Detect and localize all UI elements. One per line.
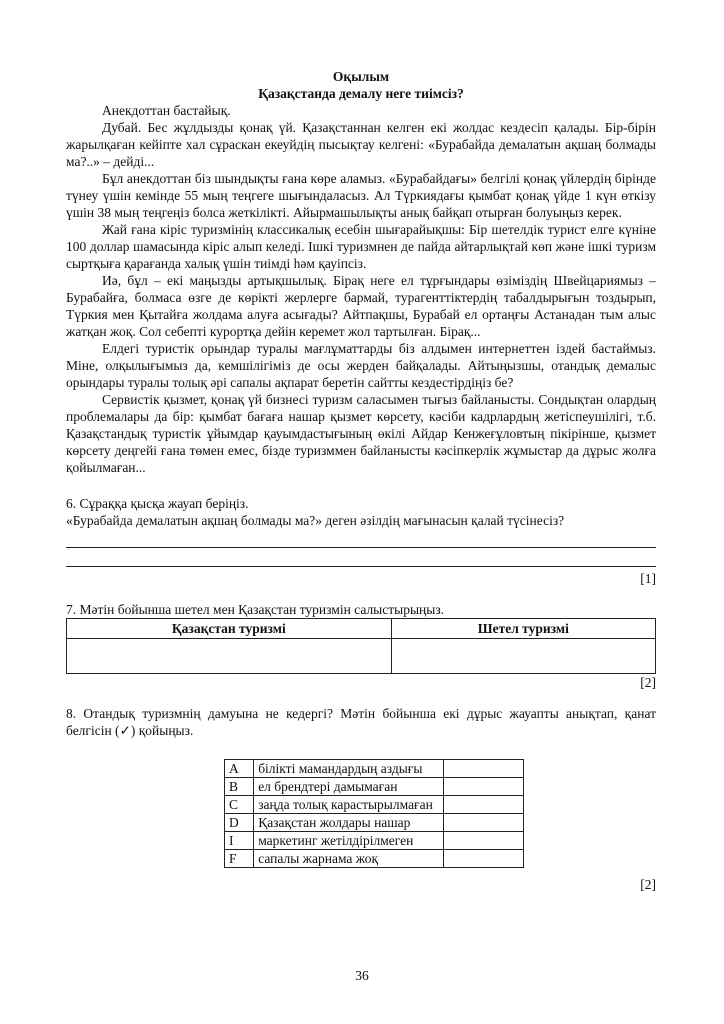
- col-kazakhstan-tourism: Қазақстан туризмі: [67, 619, 392, 639]
- paragraph-6: Елдегі туристік орындар туралы мағлұматтарды біз алдымен интернеттен іздей бастаймыз. Міне, олқылығымыз да, кемшілігіміз де осы жерден байқалады. Айтыңызшы, отандық демалыс орындары туралы толық әрі сапалы ақпарат беретін сайтты кездестірдіңіз бе?: [66, 341, 656, 390]
- check-cell[interactable]: [444, 778, 524, 796]
- option-row: [225, 796, 524, 814]
- paragraph-2: Дубай. Бес жұлдызды қонақ үй. Қазақстаннан келген екі жолдас кездесіп қалады. Бір-бірін жарылқаған кейіпте хал сұраскан екеуйдің пысықтау келгені: «Бурабайда демалатын ақшаң болмады ма?..» – дейді...: [66, 120, 656, 169]
- option-letter: C: [225, 796, 254, 814]
- option-letter: F: [225, 850, 254, 868]
- option-row: [225, 778, 524, 796]
- answer-line-2[interactable]: [66, 548, 656, 567]
- option-text: сапалы жарнама жоқ: [254, 850, 444, 868]
- q7-score: [2]: [640, 675, 656, 690]
- option-letter: A: [225, 760, 254, 778]
- title: Оқылым: [332, 69, 390, 84]
- option-letter: D: [225, 814, 254, 832]
- col-foreign-tourism: Шетел туризмі: [391, 619, 655, 639]
- option-row: [225, 832, 524, 850]
- option-letter: B: [225, 778, 254, 796]
- answer-line-1[interactable]: [66, 529, 656, 548]
- option-row: [225, 850, 524, 868]
- option-text: ел брендтері дамымаған: [254, 778, 444, 796]
- q6-question: «Бурабайда демалатын ақшаң болмады ма?» деген əзілдің мағынасын қалай түсінесіз?: [66, 513, 565, 528]
- check-cell[interactable]: [444, 760, 524, 778]
- q6-score: [1]: [640, 571, 656, 586]
- paragraph-1: Анекдоттан бастайық.: [102, 103, 231, 118]
- check-cell[interactable]: [444, 796, 524, 814]
- answer-cell-kazakhstan[interactable]: [67, 639, 392, 674]
- q6-instruction: 6. Сұраққа қысқа жауап беріңіз.: [66, 496, 249, 511]
- document-body: [66, 68, 656, 893]
- option-letter: I: [225, 832, 254, 850]
- check-cell[interactable]: [444, 832, 524, 850]
- q8-score: [2]: [640, 877, 656, 892]
- paragraph-5: Иә, бұл – екі маңызды артықшылық. Бірақ неге ел тұрғындары өзіміздің Швейцариямыз – Бурабайға, болмаса өзге де көрікті жерлерге бармай, турагенттіктердің табалдырығын тоздырып, Түркия мен Қытайға жолдама алуға асығады? Айтпақшы, Бурабай ел ортаңғы Астанадан тым алыс жатқан жоқ. Сол себепті курортқа дейін керемет жол тартылған. Бірақ...: [66, 273, 656, 339]
- option-text: маркетинг жетілдірілмеген: [254, 832, 444, 850]
- check-cell[interactable]: [444, 814, 524, 832]
- paragraph-7: Сервистік қызмет, қонақ үй бизнесі туризм саласымен тығыз байланысты. Сондықтан олардың проблемалары да бір: қымбат бағаға нашар қызмет көрсету, кәсіби кадрлардың жетіспеушілігі, т.б. Қазақстандық туристік ұйымдар қауымдастығының өкілі Айдар Кенжеғұловтың пікірінше, қызмет көрсету деңгейі ғана төмен емес, бізде туризммен байланысты кәсіпкерлік жұмыстар да дұрыс жолға қойылмаған...: [66, 392, 656, 475]
- comparison-table: [66, 618, 656, 674]
- q7-question: 7. Мəтін бойынша шетел мен Қазақстан туризмін салыстырыңыз.: [66, 602, 445, 617]
- subtitle: Қазақстанда демалу неге тиімсіз?: [258, 86, 464, 101]
- paragraph-3: Бұл анекдоттан біз шындықты ғана көре аламыз. «Бурабайдағы» белгілі қонақ үйлердің бірінде түнеу үшін кемінде 55 мың теңгеге шығындаласыз. Ал Түркиядағы қымбат қонақ үйде 1 күн өткізу үшін 38 мың теңгеңіз болса жеткілікті. Айырмашылықты анық байқап отырған болуыңыз керек.: [66, 171, 656, 220]
- page-number: 36: [355, 968, 369, 983]
- paragraph-4: Жай ғана кіріс туризмінің классикалық есебін шығарайықшы: Бір шетелдік турист елге күніне 100 доллар шамасында кіріс алып келеді. Ішкі туризмнен де пайда айтарлықтай көп және ішкі туризм сыртқыға қарағанда халық үшін тиімді һәм қауіпсіз.: [66, 222, 656, 271]
- option-text: заңда толық карастырылмаған: [254, 796, 444, 814]
- options-table: [224, 759, 524, 868]
- option-text: Қазақстан жолдары нашар: [254, 814, 444, 832]
- option-row: [225, 814, 524, 832]
- option-row: [225, 760, 524, 778]
- check-cell[interactable]: [444, 850, 524, 868]
- answer-cell-foreign[interactable]: [391, 639, 655, 674]
- option-text: білікті мамандардың аздығы: [254, 760, 444, 778]
- q8-question: 8. Отандық туризмнің дамуына не кедергі? Мəтін бойынша екі дұрыс жауапты анықтап, қанат белгісін (✓) қойыңыз.: [66, 706, 656, 738]
